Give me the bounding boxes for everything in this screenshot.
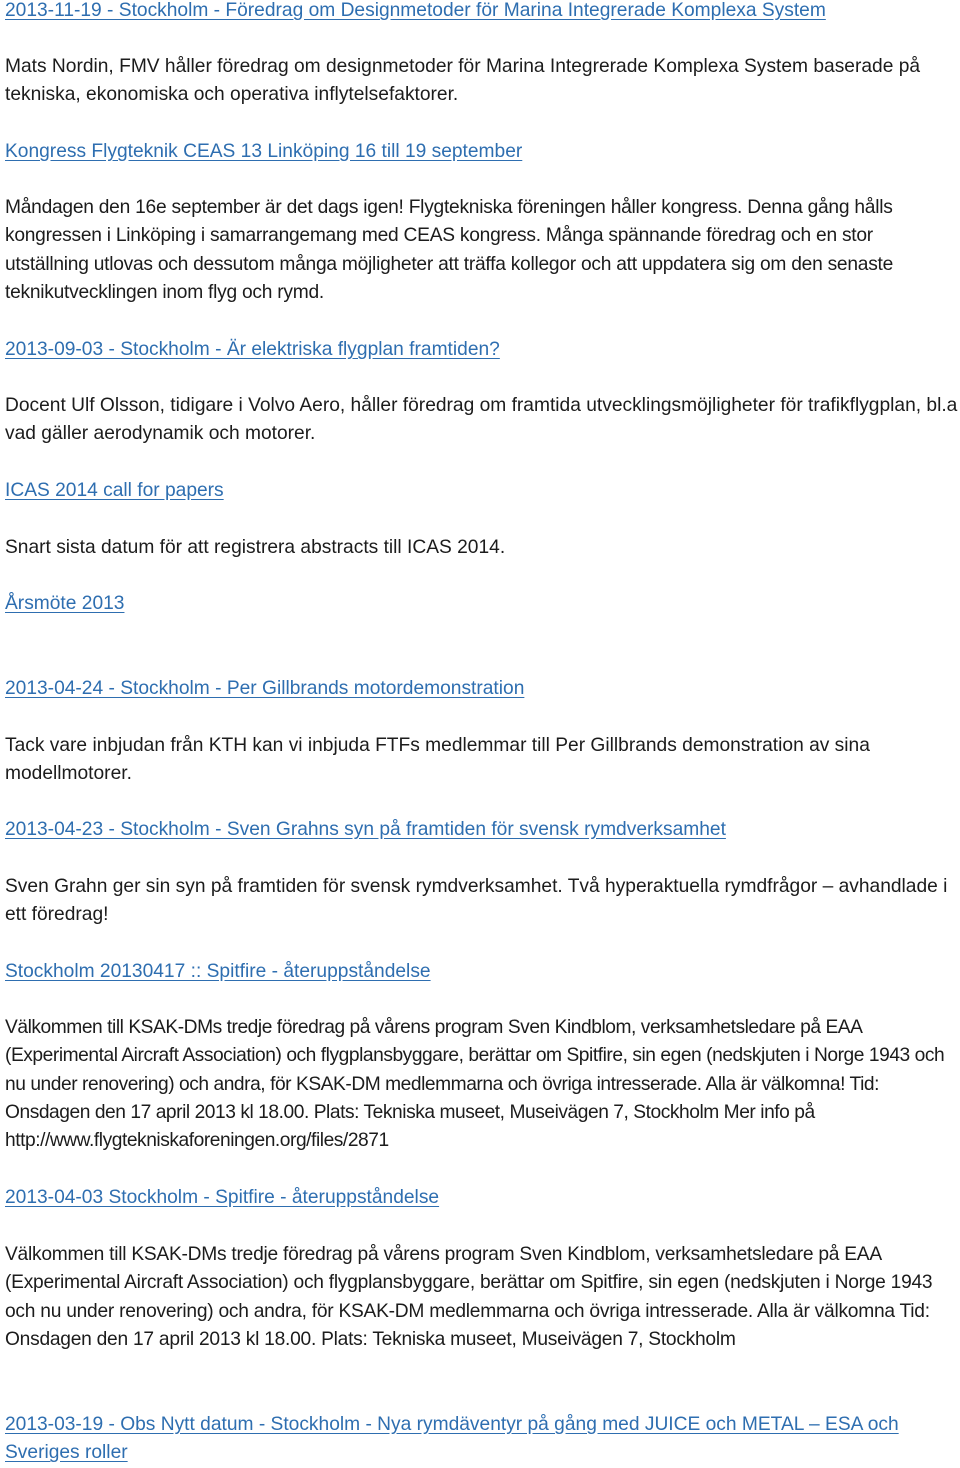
news-body: Docent Ulf Olsson, tidigare i Volvo Aero, håller föredrag om framtida utvecklingsmöjligheter för trafikflygplan, bl.a vad gäller aerodynamik och motorer. — [5, 395, 958, 445]
news-body: Välkommen till KSAK-DMs tredje föredrag på vårens program Sven Kindblom, verksamhetsledare på EAA (Experimental Aircraft Association) och flygplansbyggare, berättar om Spitfire, sin egen (nedskjuten i Norge 1943 och nu under renovering) och andra, för KSAK-DM medlemmarna och övriga intresserade. Alla är välkomna Tid: Onsdagen den 17 april 2013 kl 18.00. Plats: Tekniska museet, Museivägen 7, Stockholm — [5, 1244, 933, 1350]
news-body: Måndagen den 16e september är det dags igen! Flygtekniska föreningen håller kongress. Denna gång hålls kongressen i Linköping i samarrangemang med CEAS kongress. Många spännande föredrag och en stor utställning utlovas och dessutom många möjligheter att träffa kollegor och att uppdatera sig om den senaste teknikutvecklingen inom flyg och rymd. — [5, 197, 894, 303]
news-heading-link[interactable]: 2013-04-03 Stockholm - Spitfire - återuppståndelse — [5, 1187, 440, 1208]
news-heading-link[interactable]: Årsmöte 2013 — [5, 593, 125, 614]
news-heading-link[interactable]: 2013-09-03 - Stockholm - Är elektriska flygplan framtiden? — [5, 339, 500, 360]
news-heading-link[interactable]: 2013-11-19 - Stockholm - Föredrag om Designmetoder för Marina Integrerade Komplexa System — [5, 0, 826, 21]
news-body: Snart sista datum för att registrera abstracts till ICAS 2014. — [5, 537, 506, 558]
news-heading-link[interactable]: 2013-04-23 - Stockholm - Sven Grahns syn på framtiden för svensk rymdverksamhet — [5, 819, 726, 840]
news-heading-link[interactable]: 2013-03-19 - Obs Nytt datum - Stockholm - Nya rymdäventyr på gång med JUICE och METAL – ESA och Sveriges roller — [5, 1414, 899, 1464]
news-heading-link[interactable]: Stockholm 20130417 :: Spitfire - återuppståndelse — [5, 961, 431, 982]
news-heading-link[interactable]: ICAS 2014 call for papers — [5, 480, 224, 501]
news-body: Välkommen till KSAK-DMs tredje föredrag på vårens program Sven Kindblom, verksamhetsledare på EAA (Experimental Aircraft Association) och flygplansbyggare, berättar om Spitfire, sin egen (nedskjuten i Norge 1943 och nu under renovering) och andra, för KSAK-DM medlemmarna och övriga intresserade. Alla är välkomna! Tid: Onsdagen den 17 april 2013 kl 18.00. Plats: Tekniska museet, Museivägen 7, Stockholm Mer info på http://www.flygtekniskaforeningen.org/files/2871 — [5, 1017, 945, 1152]
news-heading-link[interactable]: 2013-04-24 - Stockholm - Per Gillbrands motordemonstration — [5, 678, 525, 699]
news-body: Mats Nordin, FMV håller föredrag om designmetoder för Marina Integrerade Komplexa System baserade på tekniska, ekonomiska och operativa inflytelsefaktorer. — [5, 56, 921, 106]
news-body: Tack vare inbjudan från KTH kan vi inbjuda FTFs medlemmar till Per Gillbrands demonstration av sina modellmotorer. — [5, 735, 870, 785]
news-heading-link[interactable]: Kongress Flygteknik CEAS 13 Linköping 16 till 19 september — [5, 141, 523, 162]
news-body: Sven Grahn ger sin syn på framtiden för svensk rymdverksamhet. Två hyperaktuella rymdfrågor – avhandlade i ett föredrag! — [5, 876, 948, 926]
